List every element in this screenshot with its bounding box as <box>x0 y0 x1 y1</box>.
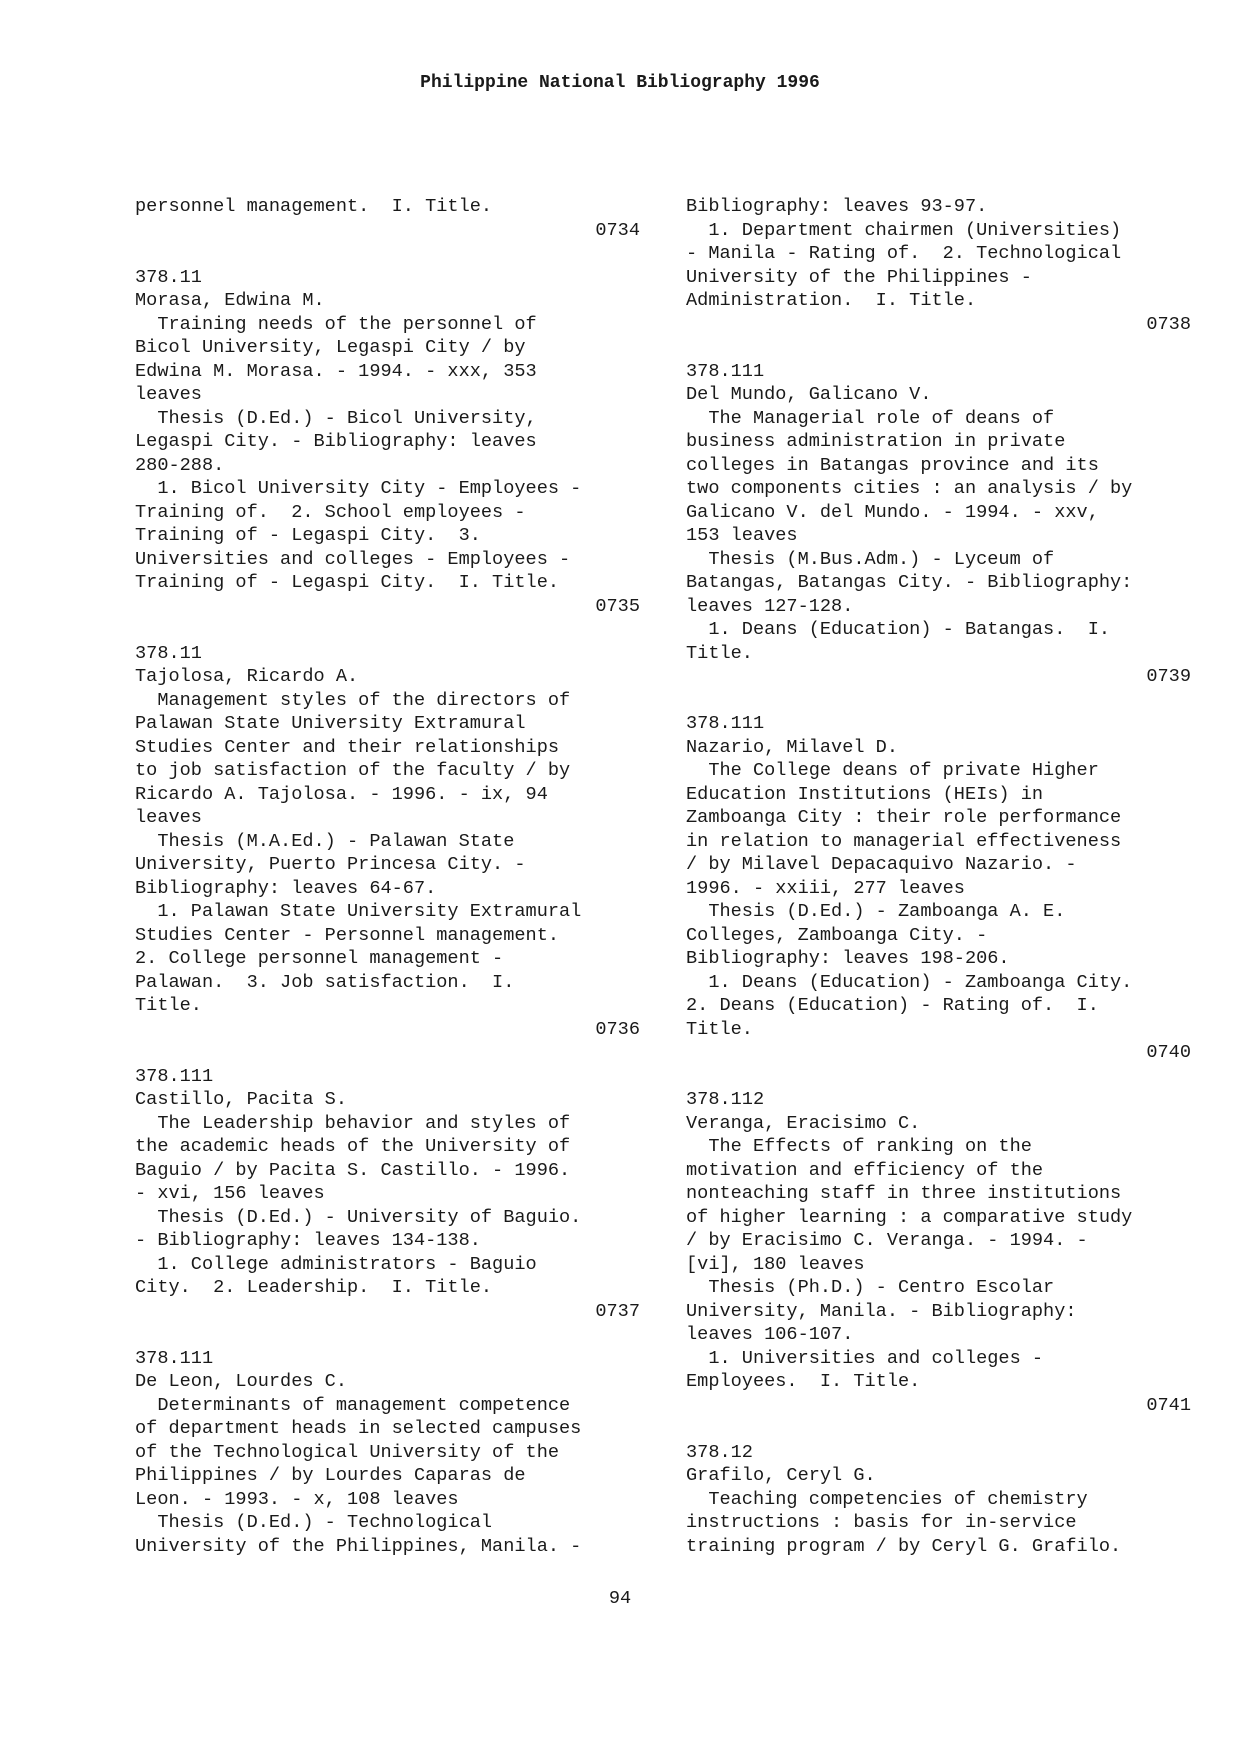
entry-line: colleges in Batangas province and its <box>686 454 1099 476</box>
entry-line: Title. <box>135 995 202 1016</box>
entry-line: 378.12 <box>686 1441 753 1463</box>
entry-line: personnel management. I. Title. <box>135 196 493 217</box>
entry-line: University of the Philippines - <box>686 266 1032 288</box>
entry-line: of the Technological University of the <box>135 1441 560 1463</box>
entry-line: Thesis (D.Ed.) - Zamboanga A. E. <box>686 901 1066 922</box>
entry-line: to job satisfaction of the faculty / by <box>135 760 571 781</box>
entry-line: leaves 127-128. <box>686 595 854 617</box>
entry-line: 378.11 <box>135 266 202 288</box>
entry-line: Title. <box>686 642 753 664</box>
entry-line: Studies Center and their relationships <box>135 736 560 758</box>
entry-line: The Leadership behavior and styles of <box>135 1112 571 1134</box>
spacer <box>135 1041 640 1065</box>
entry-line: Palawan State University Extramural <box>135 713 526 734</box>
entry-line: Title. <box>686 1018 753 1040</box>
entry-line: Universities and colleges - Employees - <box>135 548 571 570</box>
entry-line: Bicol University, Legaspi City / by <box>135 337 526 358</box>
entry-line: Nazario, Milavel D. <box>686 736 899 758</box>
entry-line: The Effects of ranking on the <box>686 1136 1032 1157</box>
entry-line: Castillo, Pacita S. <box>135 1089 348 1110</box>
spacer <box>135 618 640 642</box>
entry-line: 378.111 <box>135 1347 214 1369</box>
left-column <box>135 195 640 1558</box>
entry-line: 378.112 <box>686 1089 765 1110</box>
entry-line: Del Mundo, Galicano V. <box>686 384 932 405</box>
entry-line: Grafilo, Ceryl G. <box>686 1465 876 1486</box>
entry-line: Training of. 2. School employees - <box>135 501 526 523</box>
entry-line: 1. Bicol University City - Employees - <box>135 478 582 499</box>
entry-line: Determinants of management competence <box>135 1394 571 1416</box>
entry-line: Training needs of the personnel of <box>135 313 537 335</box>
entry-line: De Leon, Lourdes C. <box>135 1371 348 1392</box>
entry-line: - xvi, 156 leaves <box>135 1183 325 1204</box>
entry-number: 0738 <box>1146 313 1191 335</box>
entry-line: University of the Philippines, Manila. - <box>135 1535 582 1557</box>
entry-line: instructions : basis for in-service <box>686 1512 1077 1533</box>
entry-line: Ricardo A. Tajolosa. - 1996. - ix, 94 <box>135 783 548 805</box>
entry-line: 1. Deans (Education) - Batangas. I. <box>686 619 1111 640</box>
entry-line: 1. Department chairmen (Universities) <box>686 219 1122 241</box>
right-column <box>686 195 1191 1558</box>
entry-line: Philippines / by Lourdes Caparas de <box>135 1465 526 1486</box>
entry-line: leaves 106-107. <box>686 1324 854 1345</box>
entry-line: 378.111 <box>135 1065 214 1087</box>
entry-line: Bibliography: leaves 198-206. <box>686 948 1010 969</box>
entry-line: Veranga, Eracisimo C. <box>686 1112 921 1134</box>
spacer <box>135 1323 640 1347</box>
entry-line: Training of - Legaspi City. I. Title. <box>135 572 560 593</box>
entry-line: of higher learning : a comparative study <box>686 1206 1133 1228</box>
spacer <box>686 1417 1191 1441</box>
entry-line: Baguio / by Pacita S. Castillo. - 1996. <box>135 1159 571 1181</box>
entry-number: 0740 <box>1146 1042 1191 1063</box>
entry-line: business administration in private <box>686 431 1066 452</box>
entry-number: 0741 <box>1146 1394 1191 1416</box>
entry-line: Bibliography: leaves 93-97. <box>686 196 988 217</box>
entry-line: training program / by Ceryl G. Grafilo. <box>686 1535 1122 1557</box>
entry-number: 0737 <box>595 1300 640 1322</box>
entry-line: Education Institutions (HEIs) in <box>686 783 1044 805</box>
entry-line: in relation to managerial effectiveness <box>686 830 1122 852</box>
entry-line: Edwina M. Morasa. - 1994. - xxx, 353 <box>135 360 537 382</box>
spacer <box>686 1065 1191 1089</box>
entry-line: Morasa, Edwina M. <box>135 290 325 311</box>
entry-line: 1. Palawan State University Extramural <box>135 901 582 922</box>
entry-line: 378.111 <box>686 713 765 734</box>
entry-line: - Manila - Rating of. 2. Technological <box>686 243 1122 264</box>
entry-line: Thesis (Ph.D.) - Centro Escolar <box>686 1277 1055 1298</box>
entry-line: Management styles of the directors of <box>135 689 571 711</box>
entry-line: 2. Deans (Education) - Rating of. I. <box>686 995 1099 1016</box>
entry-line: motivation and efficiency of the <box>686 1159 1044 1181</box>
page-number: 94 <box>608 1588 632 1609</box>
entry-line: 1. Universities and colleges - <box>686 1347 1044 1369</box>
entry-line: Batangas, Batangas City. - Bibliography: <box>686 572 1133 593</box>
entry-line: - Bibliography: leaves 134-138. <box>135 1230 481 1251</box>
entry-line: Thesis (D.Ed.) - Bicol University, <box>135 407 537 429</box>
entry-line: Thesis (M.Bus.Adm.) - Lyceum of <box>686 548 1055 570</box>
entry-line: 378.11 <box>135 642 202 664</box>
entry-number: 0739 <box>1146 666 1191 687</box>
spacer <box>135 242 640 266</box>
entry-line: The College deans of private Higher <box>686 760 1099 781</box>
entry-line: leaves <box>135 807 202 828</box>
entry-line: Studies Center - Personnel management. <box>135 924 560 946</box>
entry-line: Legaspi City. - Bibliography: leaves <box>135 431 537 452</box>
page-title: Philippine National Bibliography 1996 <box>420 73 820 93</box>
entry-line: leaves <box>135 384 202 405</box>
entry-line: Teaching competencies of chemistry <box>686 1488 1088 1510</box>
spacer <box>686 689 1191 713</box>
entry-line: Administration. I. Title. <box>686 290 977 311</box>
entry-line: Thesis (D.Ed.) - University of Baguio. <box>135 1206 582 1228</box>
entry-number: 0736 <box>595 1018 640 1040</box>
entry-line: / by Eracisimo C. Veranga. - 1994. - <box>686 1230 1088 1251</box>
entry-line: 280-288. <box>135 454 225 476</box>
entry-line: Training of - Legaspi City. 3. <box>135 525 481 546</box>
entry-line: / by Milavel Depacaquivo Nazario. - <box>686 854 1077 875</box>
entry-line: Leon. - 1993. - x, 108 leaves <box>135 1488 459 1510</box>
entry-line: 1. Deans (Education) - Zamboanga City. <box>686 971 1133 993</box>
entry-line: Galicano V. del Mundo. - 1994. - xxv, <box>686 501 1099 523</box>
entry-line: 2. College personnel management - <box>135 948 504 969</box>
entry-line: 1996. - xxiii, 277 leaves <box>686 877 965 899</box>
entry-line: City. 2. Leadership. I. Title. <box>135 1277 493 1298</box>
entry-line: Colleges, Zamboanga City. - <box>686 924 988 946</box>
entry-line: University, Puerto Princesa City. - <box>135 854 526 875</box>
entry-line: the academic heads of the University of <box>135 1136 571 1157</box>
spacer <box>686 336 1191 360</box>
entry-line: Bibliography: leaves 64-67. <box>135 877 437 899</box>
entry-line: of department heads in selected campuses <box>135 1418 582 1439</box>
entry-line: Employees. I. Title. <box>686 1371 921 1392</box>
entry-line: nonteaching staff in three institutions <box>686 1183 1122 1204</box>
entry-line: 378.111 <box>686 360 765 382</box>
entry-number: 0734 <box>595 219 640 241</box>
entry-line: Tajolosa, Ricardo A. <box>135 666 359 687</box>
entry-line: 1. College administrators - Baguio <box>135 1253 537 1275</box>
entry-line: Zamboanga City : their role performance <box>686 807 1122 828</box>
entry-line: The Managerial role of deans of <box>686 407 1055 429</box>
entry-line: University, Manila. - Bibliography: <box>686 1300 1077 1322</box>
entry-line: 153 leaves <box>686 525 798 546</box>
entry-line: [vi], 180 leaves <box>686 1253 865 1275</box>
entry-number: 0735 <box>595 595 640 617</box>
entry-line: Thesis (D.Ed.) - Technological <box>135 1512 493 1533</box>
entry-line: two components cities : an analysis / by <box>686 478 1133 499</box>
entry-line: Palawan. 3. Job satisfaction. I. <box>135 971 515 993</box>
entry-line: Thesis (M.A.Ed.) - Palawan State <box>135 830 515 852</box>
